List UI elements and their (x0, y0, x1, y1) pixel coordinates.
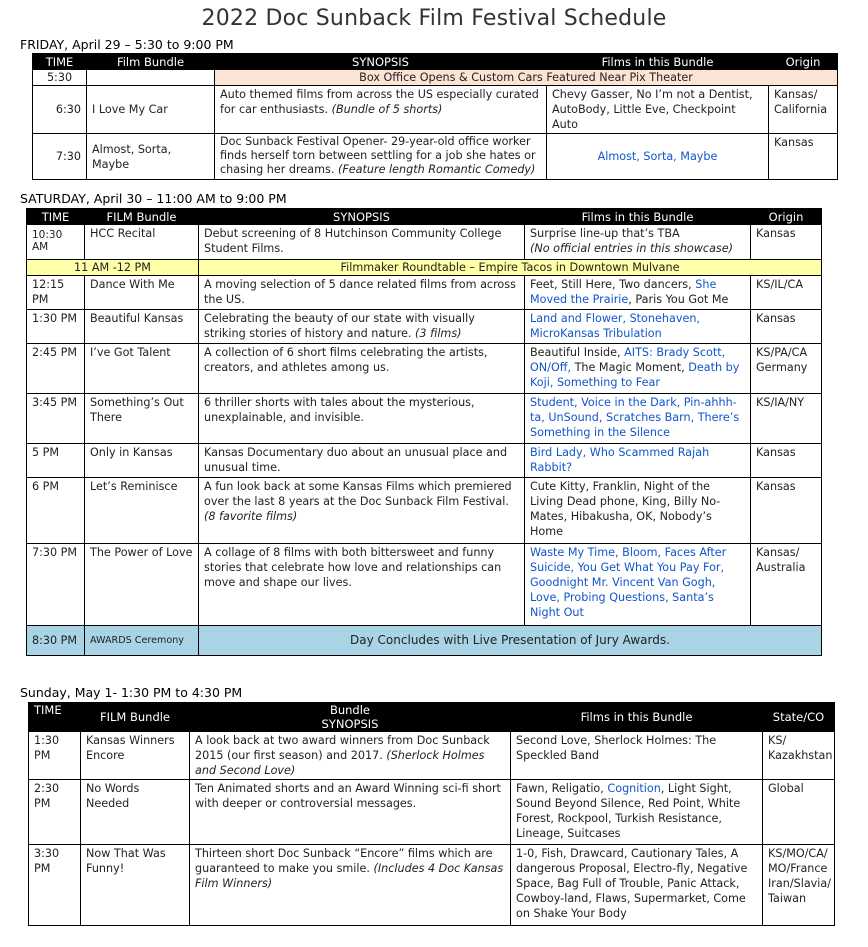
table-row (27, 225, 822, 260)
films-text: The Magic Moment, (571, 361, 689, 374)
table-row (27, 394, 822, 444)
awards-banner: Day Concludes with Live Presentation of Jury Awards. (199, 626, 822, 656)
sunday-heading: Sunday, May 1- 1:30 PM to 4:30 PM (20, 685, 243, 700)
films-cell[interactable]: Waste My Time, Bloom, Faces After Suicide, You Get What You Pay For, Goodnight Mr. Vincent Van Gogh, Love, Probing Questions, Santa’s Night Out (525, 544, 751, 626)
table-row (27, 544, 822, 626)
films-cell[interactable]: Almost, Sorta, Maybe (547, 134, 769, 180)
synopsis-text: Auto themed films from across the US especially curated for car enthusiasts. (220, 88, 539, 116)
synopsis-text: A look back at two award winners from Doc Sunback 2015 (our first season) and 2017. (195, 734, 490, 762)
films-cell[interactable]: Land and Flower, Stonehaven, MicroKansas Tribulation (525, 310, 751, 344)
time-cell: 1:30 PM (29, 732, 81, 780)
films-text: Surprise line-up that’s TBA (530, 227, 680, 240)
time-cell: 1:30 PM (27, 310, 85, 344)
table-row (27, 260, 822, 276)
synopsis-cell: 6 thriller shorts with tales about the mysterious, unexplainable, and invisible. (199, 394, 525, 444)
films-cell (511, 780, 763, 845)
time-cell: 3:30 PM (29, 845, 81, 926)
bundle-cell: AWARDS Ceremony (85, 626, 199, 656)
table-row (29, 845, 835, 926)
friday-header-row (33, 54, 838, 70)
bundle-cell: Beautiful Kansas (85, 310, 199, 344)
col-synopsis: SYNOPSIS (215, 54, 547, 70)
synopsis-text: A fun look back at some Kansas Films which premiered over the last 8 years at the Doc Sunback Film Festival. (204, 480, 512, 508)
header-text: Bundle (329, 703, 371, 717)
synopsis-note: (Includes 4 Doc Kansas Film Winners) (195, 862, 504, 890)
synopsis-text: Thirteen short Doc Sunback “Encore” films which are guaranteed to make you smile. (195, 847, 493, 875)
films-cell (525, 344, 751, 394)
origin-cell: Kansas (751, 478, 822, 544)
table-row (27, 444, 822, 478)
films-link[interactable]: Death by Koji, Something to Fear (530, 361, 740, 389)
films-text: , Paris You Got Me (628, 293, 729, 306)
friday-table (32, 53, 838, 180)
table-row (27, 344, 822, 394)
saturday-header-row (27, 209, 822, 225)
table-row (33, 86, 838, 134)
col-time: TIME (27, 209, 85, 225)
bundle-cell: HCC Recital (85, 225, 199, 260)
time-cell: 11 AM -12 PM (27, 260, 199, 276)
time-cell: 7:30 PM (27, 544, 85, 626)
time-cell: 8:30 PM (27, 626, 85, 656)
synopsis-text: Celebrating the beauty of our state with visually striking stories of history and nature. (204, 312, 475, 340)
table-row (29, 732, 835, 780)
origin-cell: KS/IA/NY (751, 394, 822, 444)
col-time: TIME (29, 703, 81, 732)
films-note: (No official entries in this showcase) (530, 242, 733, 255)
bundle-cell (87, 70, 215, 86)
bundle-cell: I’ve Got Talent (85, 344, 199, 394)
col-time: TIME (33, 54, 87, 70)
films-cell[interactable]: Student, Voice in the Dark, Pin-ahhh-ta, UnSound, Scratches Barn, There’s Something in the Silence (525, 394, 751, 444)
saturday-table (26, 208, 822, 656)
films-link[interactable]: Cognition (607, 782, 661, 795)
bundle-cell: I Love My Car (87, 86, 215, 134)
films-cell: 1-0, Fish, Drawcard, Cautionary Tales, A dangerous Proposal, Electro-fly, Negative Space, Bag Full of Trouble, Panic Attack, Cowboy-land, Flaws, Supermarket, Come on Shake Your Body (511, 845, 763, 926)
films-link[interactable]: She Moved the Prairie (530, 278, 717, 306)
col-bundle: FILM Bundle (85, 209, 199, 225)
time-cell: 3:45 PM (27, 394, 85, 444)
table-row (27, 276, 822, 310)
saturday-heading: SATURDAY, April 30 – 11:00 AM to 9:00 PM (20, 191, 287, 206)
bundle-cell: Kansas Winners Encore (81, 732, 190, 780)
bundle-cell: Let’s Reminisce (85, 478, 199, 544)
synopsis-cell (190, 732, 511, 780)
synopsis-cell (215, 134, 547, 180)
origin-cell: Kansas (751, 310, 822, 344)
table-row (27, 478, 822, 544)
synopsis-cell: Ten Animated shorts and an Award Winning sci-fi short with deeper or controversial messages. (190, 780, 511, 845)
synopsis-note: (3 films) (415, 327, 462, 340)
synopsis-cell (199, 478, 525, 544)
time-cell: 2:45 PM (27, 344, 85, 394)
origin-cell: Kansas/ Australia (751, 544, 822, 626)
synopsis-note: (Feature length Romantic Comedy) (337, 163, 536, 176)
bundle-cell: No Words Needed (81, 780, 190, 845)
synopsis-cell (199, 310, 525, 344)
films-cell: Chevy Gasser, No I’m not a Dentist, AutoBody, Little Eve, Checkpoint Auto (547, 86, 769, 134)
origin-cell: KS/ Kazakhstan (763, 732, 835, 780)
films-cell (525, 225, 751, 260)
synopsis-cell (215, 86, 547, 134)
table-row (33, 70, 838, 86)
bundle-cell: Now That Was Funny! (81, 845, 190, 926)
films-cell (525, 276, 751, 310)
origin-cell: Kansas (751, 444, 822, 478)
col-origin: State/CO (763, 703, 835, 732)
col-films: Films in this Bundle (547, 54, 769, 70)
col-origin: Origin (769, 54, 838, 70)
col-bundle: Film Bundle (87, 54, 215, 70)
bundle-cell: Something’s Out There (85, 394, 199, 444)
films-cell: Second Love, Sherlock Holmes: The Speckled Band (511, 732, 763, 780)
films-text: Feet, Still Here, Two dancers, (530, 278, 696, 291)
col-films: Films in this Bundle (511, 703, 763, 732)
sunday-table (28, 702, 835, 926)
header-text: SYNOPSIS (321, 717, 379, 731)
friday-heading: FRIDAY, April 29 – 5:30 to 9:00 PM (20, 37, 234, 52)
bundle-cell: Dance With Me (85, 276, 199, 310)
origin-cell: KS/PA/CA Germany (751, 344, 822, 394)
table-row (27, 626, 822, 656)
films-cell[interactable]: Bird Lady, Who Scammed Rajah Rabbit? (525, 444, 751, 478)
origin-cell: Kansas/ California (769, 86, 838, 134)
films-text: Fawn, Religatio, (516, 782, 608, 795)
page-title: 2022 Doc Sunback Film Festival Schedule (201, 6, 667, 31)
synopsis-cell: A collection of 6 short films celebrating the artists, creators, and athletes among us. (199, 344, 525, 394)
col-synopsis: SYNOPSIS (199, 209, 525, 225)
films-text: , Light Sight, Sound Beyond Silence, Red Point, White Forest, Rockpool, Turkish Resistance, Lineage, Suitcases (516, 782, 741, 840)
sunday-header-row (29, 703, 835, 732)
films-text: Beautiful Inside, (530, 346, 625, 359)
roundtable-banner: Filmmaker Roundtable – Empire Tacos in Downtown Mulvane (199, 260, 822, 276)
bundle-cell: Almost, Sorta, Maybe (87, 134, 215, 180)
table-row (29, 780, 835, 845)
synopsis-cell: A collage of 8 films with both bittersweet and funny stories that celebrate how love and relationships can move and shape our lives. (199, 544, 525, 626)
table-row (33, 134, 838, 180)
time-cell: 12:15 PM (27, 276, 85, 310)
time-cell: 5:30 (33, 70, 87, 86)
time-cell: 7:30 (33, 134, 87, 180)
origin-cell: KS/MO/CA/ MO/France Iran/Slavia/ Taiwan (763, 845, 835, 926)
time-cell: 10:30 AM (27, 225, 85, 260)
films-cell: Cute Kitty, Franklin, Night of the Living Dead phone, King, Billy No-Mates, Hibakusha, OK, Nobody’s Home (525, 478, 751, 544)
time-cell: 2:30 PM (29, 780, 81, 845)
col-bundle: FILM Bundle (81, 703, 190, 732)
synopsis-note: (Sherlock Holmes and Second Love) (195, 749, 485, 777)
box-office-banner: Box Office Opens & Custom Cars Featured Near Pix Theater (215, 70, 838, 86)
origin-cell: Kansas (769, 134, 838, 180)
origin-cell: Global (763, 780, 835, 845)
col-origin: Origin (751, 209, 822, 225)
origin-cell: KS/IL/CA (751, 276, 822, 310)
time-cell: 6 PM (27, 478, 85, 544)
time-cell: 6:30 (33, 86, 87, 134)
bundle-cell: The Power of Love (85, 544, 199, 626)
films-link[interactable]: AITS: Brady Scott, ON/Off, (530, 346, 726, 374)
bundle-cell: Only in Kansas (85, 444, 199, 478)
synopsis-cell: Debut screening of 8 Hutchinson Community College Student Films. (199, 225, 525, 260)
synopsis-cell: A moving selection of 5 dance related films from across the US. (199, 276, 525, 310)
origin-cell: Kansas (751, 225, 822, 260)
col-films: Films in this Bundle (525, 209, 751, 225)
col-synopsis (190, 703, 511, 732)
time-cell: 5 PM (27, 444, 85, 478)
synopsis-note: (8 favorite films) (204, 510, 298, 523)
synopsis-cell (190, 845, 511, 926)
table-row (27, 310, 822, 344)
synopsis-cell: Kansas Documentary duo about an unusual place and unusual time. (199, 444, 525, 478)
synopsis-text: Doc Sunback Festival Opener- 29-year-old office worker finds herself torn between settling for a job she hates or chasing her dreams. (220, 135, 536, 176)
synopsis-note: (Bundle of 5 shorts) (331, 103, 443, 116)
